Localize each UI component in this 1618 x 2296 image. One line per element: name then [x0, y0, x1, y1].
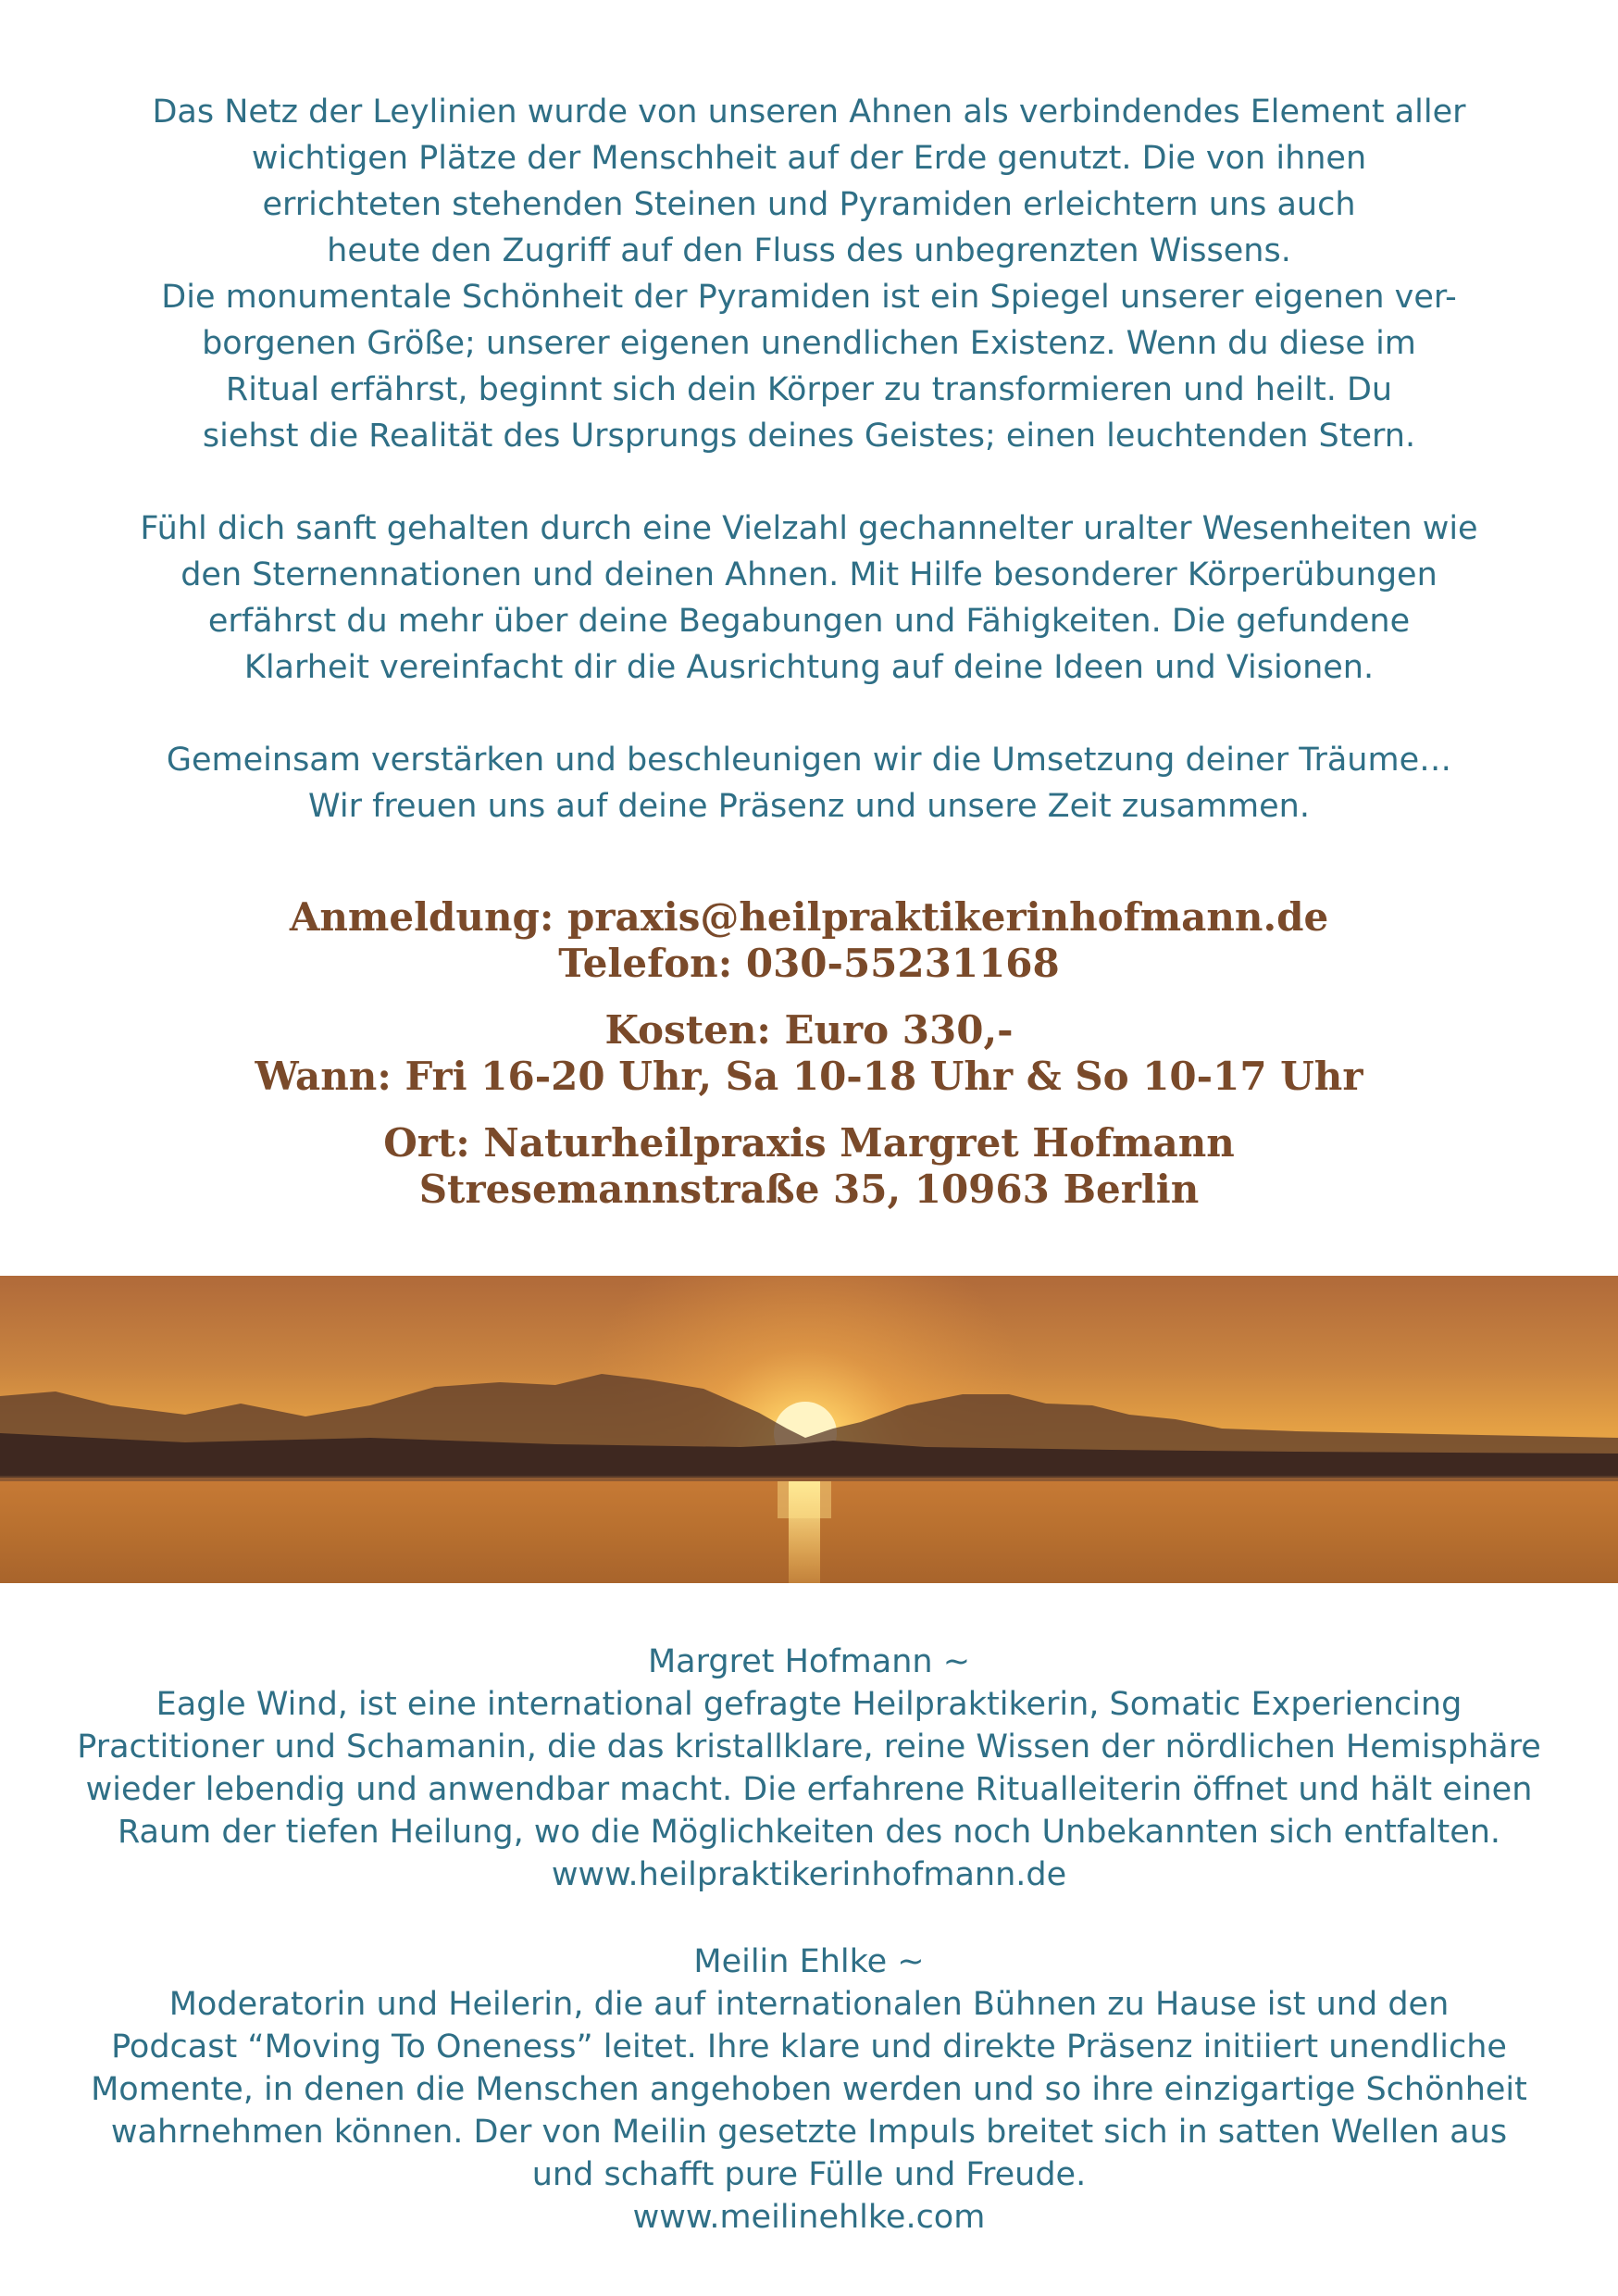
ritual-line: Fühl dich sanft gehalten durch eine Vielzahl gechannelter uralter Wesenheiten wie	[140, 510, 1478, 547]
phone-number[interactable]: Telefon: 030-55231168	[558, 941, 1060, 986]
bio-line: Momente, in denen die Menschen angehoben werden und so ihre einzigartige Schönheit	[91, 2071, 1527, 2108]
bio-margret	[0, 1641, 1618, 1896]
venue-block	[0, 1120, 1618, 1213]
bio-line: Eagle Wind, ist eine international gefragte Heilpraktikerin, Somatic Experiencing	[156, 1686, 1462, 1723]
bio-line: wieder lebendig und anwendbar macht. Die erfahrene Ritualleiterin öffnet und hält einen	[85, 1771, 1533, 1808]
intro-line: Das Netz der Leylinien wurde von unseren Ahnen als verbindendes Element aller	[152, 94, 1466, 131]
website-link[interactable]: www.meilinehlke.com	[632, 2199, 986, 2236]
bio-line: Podcast “Moving To Oneness” leitet. Ihre klare und direkte Präsenz initiiert unendliche	[111, 2028, 1507, 2065]
intro-line: siehst die Realität des Ursprungs deines Geistes; einen leuchtenden Stern.	[202, 418, 1416, 455]
intro-line: wichtigen Plätze der Menschheit auf der Erde genutzt. Die von ihnen	[251, 140, 1367, 177]
website-link[interactable]: www.heilpraktikerinhofmann.de	[551, 1856, 1067, 1893]
intro-line: Die monumentale Schönheit der Pyramiden ist ein Spiegel unserer eigenen ver-	[161, 279, 1457, 316]
sunset-photo	[0, 1276, 1618, 1583]
bio-line: und schafft pure Fülle und Freude.	[531, 2156, 1087, 2193]
closing-line: Gemeinsam verstärken und beschleunigen wir die Umsetzung deiner Träume…	[166, 742, 1452, 779]
ritual-line: Klarheit vereinfacht dir die Ausrichtung auf deine Ideen und Visionen.	[243, 649, 1375, 686]
ritual-line: erfährst du mehr über deine Begabungen und Fähigkeiten. Die gefundene	[207, 603, 1411, 640]
intro-line: borgenen Größe; unserer eigenen unendlichen Existenz. Wenn du diese im	[202, 325, 1416, 362]
bio-line: Raum der tiefen Heilung, wo die Möglichkeiten des noch Unbekannten sich entfalten.	[117, 1814, 1501, 1851]
event-schedule: Wann: Fri 16-20 Uhr, Sa 10-18 Uhr & So 10-17 Uhr	[255, 1054, 1363, 1099]
closing-paragraph	[0, 737, 1618, 830]
event-details	[0, 1007, 1618, 1100]
bio-heading: Meilin Ehlke ~	[693, 1943, 925, 1980]
bio-line: Moderatorin und Heilerin, die auf internationalen Bühnen zu Hause ist und den	[168, 1986, 1450, 2023]
venue-address: Stresemannstraße 35, 10963 Berlin	[418, 1167, 1200, 1212]
intro-line: Ritual erfährst, beginnt sich dein Körper zu transformieren und heilt. Du	[225, 371, 1393, 408]
contact-block	[0, 894, 1618, 987]
bio-meilin	[0, 1940, 1618, 2239]
bio-heading: Margret Hofmann ~	[647, 1643, 971, 1680]
ritual-line: den Sternennationen und deinen Ahnen. Mit Hilfe besonderer Körperübungen	[180, 556, 1438, 593]
intro-line: errichteten stehenden Steinen und Pyramiden erleichtern uns auch	[262, 186, 1356, 223]
closing-line: Wir freuen uns auf deine Präsenz und unsere Zeit zusammen.	[308, 788, 1310, 825]
event-cost: Kosten: Euro 330,-	[604, 1007, 1014, 1053]
ritual-paragraph	[0, 505, 1618, 691]
bio-line: Practitioner und Schamanin, die das kristallklare, reine Wissen der nördlichen Hemisphäre	[77, 1728, 1541, 1766]
intro-paragraph	[0, 89, 1618, 459]
bio-line: wahrnehmen können. Der von Meilin gesetzte Impuls breitet sich in satten Wellen aus	[110, 2114, 1508, 2151]
venue-name: Ort: Naturheilpraxis Margret Hofmann	[383, 1120, 1235, 1166]
intro-line: heute den Zugriff auf den Fluss des unbegrenzten Wissens.	[327, 232, 1291, 269]
registration-email[interactable]: Anmeldung: praxis@heilpraktikerinhofmann.de	[289, 894, 1329, 940]
